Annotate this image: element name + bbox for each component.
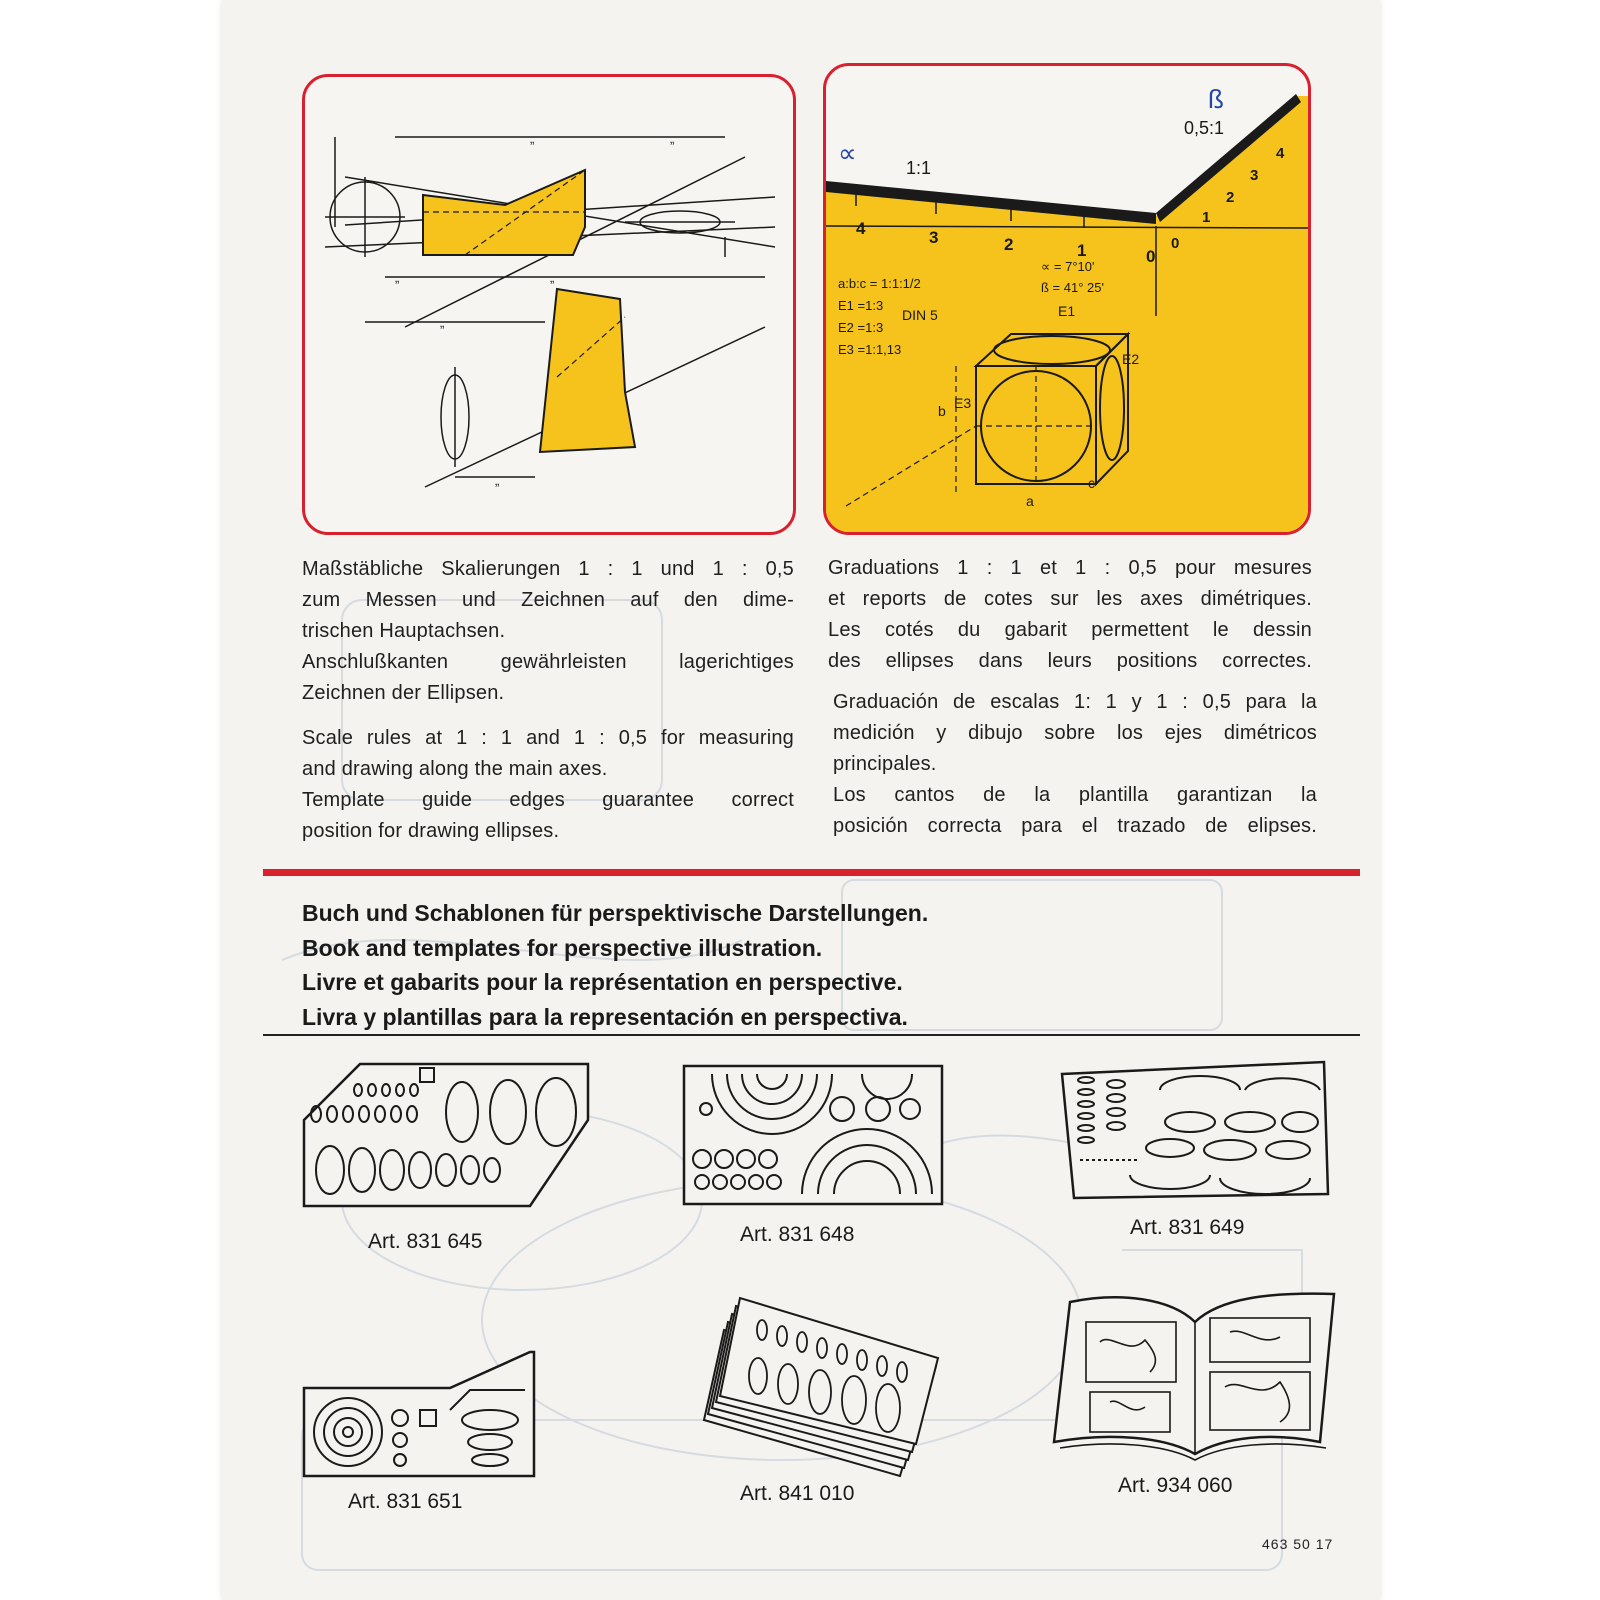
template-831648-illustration: [682, 1064, 946, 1208]
tick-left-2: 2: [1004, 235, 1014, 254]
spanish-description: [833, 687, 1317, 842]
e1-ratio-label: E1 =1:3: [838, 298, 884, 313]
red-divider: [263, 869, 1360, 876]
alpha-angle-label: ∝ = 7°10': [1041, 259, 1095, 274]
tick-right-0: 0: [1171, 235, 1180, 252]
text-line: principales.: [833, 753, 937, 775]
tick-right-4: 4: [1276, 145, 1285, 162]
beta-angle-label: ß = 41° 25': [1041, 280, 1104, 295]
dimetric-projection-diagram: [305, 77, 793, 532]
english-description: [302, 723, 794, 847]
text-line: and drawing along the main axes.: [302, 758, 608, 780]
e2-label: E2: [1122, 351, 1140, 367]
full-scale-label: 1:1: [906, 158, 932, 178]
text-line: position for drawing ellipses.: [302, 820, 560, 842]
e3-ratio-label: E3 =1:1,13: [838, 342, 902, 357]
text-line: Graduación de escalas 1: 1 y 1 : 0,5 para la: [833, 691, 1317, 713]
alpha-symbol: ∝: [838, 138, 857, 168]
tick-right-3: 3: [1250, 167, 1259, 184]
half-scale-label: 0,5:1: [1184, 118, 1225, 138]
template-831649-illustration: [1060, 1060, 1330, 1200]
svg-text:„: „: [530, 131, 535, 146]
template-831645-illustration: [300, 1060, 590, 1210]
e1-label: E1: [1058, 303, 1076, 319]
text-line: posición correcta para el trazado de elipses.: [833, 815, 1317, 837]
text-line: Template guide edges guarantee correct: [302, 789, 794, 811]
text-line: Zeichnen der Ellipsen.: [302, 682, 505, 704]
template-stack-841010-illustration: [700, 1290, 940, 1480]
tick-right-2: 2: [1226, 189, 1235, 206]
article-label: Art. 831 651: [348, 1490, 463, 1513]
text-line: medición y dibujo sobre los ejes dimétricos: [833, 722, 1317, 744]
svg-text:„: „: [670, 131, 675, 146]
beta-symbol: ß: [1208, 84, 1224, 114]
left-diagram-panel: [302, 74, 796, 535]
b-label: b: [938, 403, 946, 419]
text-line: Graduations 1 : 1 et 1 : 0,5 pour mesures: [828, 557, 1312, 579]
text-line: Anschlußkanten gewährleisten lagerichtiges: [302, 651, 794, 673]
heading-line: Livra y plantillas para la representación en perspectiva.: [302, 1003, 908, 1030]
heading-line: Livre et gabarits pour la représentation en perspective.: [302, 969, 903, 995]
book-934060-illustration: [1050, 1282, 1340, 1462]
svg-text:„: „: [495, 473, 500, 488]
tick-left-4: 4: [856, 219, 866, 238]
article-label: Art. 831 645: [368, 1230, 483, 1253]
article-label: Art. 934 060: [1118, 1474, 1233, 1497]
heading-line: Book and templates for perspective illustration.: [302, 934, 823, 961]
black-divider: [263, 1034, 1360, 1036]
e3-label: E3: [954, 395, 972, 411]
svg-text:„: „: [395, 270, 400, 285]
svg-text:„: „: [440, 315, 445, 330]
a-label: a: [1026, 493, 1034, 509]
article-label: Art. 831 648: [740, 1223, 855, 1246]
text-line: zum Messen und Zeichnen auf den dime-: [302, 589, 794, 611]
text-line: Maßstäbliche Skalierungen 1 : 1 und 1 : 0,5: [302, 558, 794, 580]
yellow-wedge-shape: [540, 289, 635, 452]
text-line: Les cotés du gabarit permettent le dessin: [828, 619, 1312, 641]
e2-ratio-label: E2 =1:3: [838, 320, 884, 335]
tick-left-1: 1: [1077, 241, 1087, 260]
text-line: trischen Hauptachsen.: [302, 620, 506, 642]
tick-left-3: 3: [929, 228, 939, 247]
text-line: Scale rules at 1 : 1 and 1 : 0,5 for measuring: [302, 727, 794, 749]
right-diagram-panel: [823, 63, 1311, 535]
article-label: Art. 831 649: [1130, 1216, 1245, 1239]
print-code: 463 50 17: [1262, 1536, 1334, 1552]
din-label: DIN 5: [902, 307, 938, 323]
template-831651-illustration: [300, 1350, 540, 1480]
text-line: et reports de cotes sur les axes dimétriques.: [828, 588, 1312, 610]
ratio-label: a:b:c = 1:1:1/2: [838, 276, 921, 291]
german-description: [302, 554, 794, 709]
article-label: Art. 841 010: [740, 1482, 855, 1505]
heading-line: Buch und Schablonen für perspektivische Darstellungen.: [302, 900, 929, 926]
french-description: [828, 553, 1312, 677]
text-line: des ellipses dans leurs positions correctes.: [828, 650, 1312, 672]
svg-text:„: „: [550, 270, 555, 285]
text-line: Los cantos de la plantilla garantizan la: [833, 784, 1317, 806]
tick-right-1: 1: [1202, 209, 1211, 226]
product-headings: [302, 896, 928, 1034]
c-label: c: [1088, 475, 1095, 491]
tick-left-0: 0: [1146, 247, 1156, 266]
scale-rule-diagram: [826, 66, 1308, 532]
